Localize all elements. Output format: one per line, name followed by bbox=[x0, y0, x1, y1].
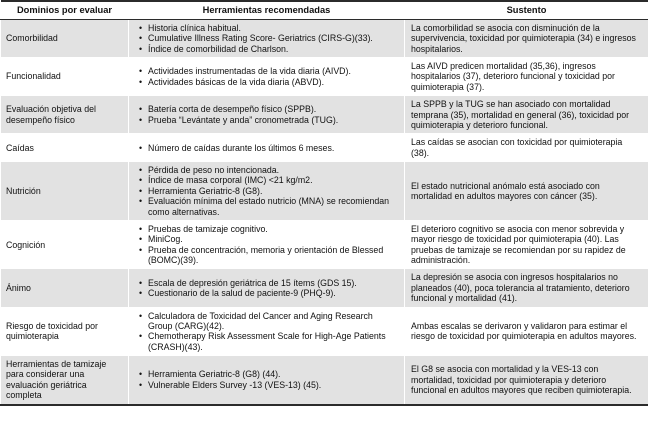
tools-list bbox=[135, 23, 398, 54]
table-body bbox=[1, 19, 648, 404]
support-cell: La depresión se asocia con ingresos hospitalarios no planeados (40), poca tolerancia al tratamiento, deterioro funcional y mortalidad (41). bbox=[405, 269, 648, 307]
table-row bbox=[1, 19, 648, 57]
table-row bbox=[1, 220, 648, 269]
tools-list bbox=[135, 278, 398, 299]
table-row bbox=[1, 269, 648, 307]
tools-cell bbox=[129, 19, 405, 57]
tool-item: • Índice de comorbilidad de Charlson. bbox=[148, 44, 398, 54]
tools-cell bbox=[129, 356, 405, 405]
header-domains: Dominios por evaluar bbox=[1, 1, 129, 19]
domain-cell: Evaluación objetiva del desempeño físico bbox=[1, 96, 129, 134]
tools-list bbox=[135, 104, 398, 125]
tool-item: • Herramienta Geriatric-8 (G8). bbox=[148, 186, 398, 196]
table-header-row bbox=[1, 1, 648, 19]
tools-cell bbox=[129, 58, 405, 96]
tool-item: • Prueba de concentración, memoria y orientación de Blessed (BOMC)(39). bbox=[148, 245, 398, 266]
table-row bbox=[1, 96, 648, 134]
domain-cell: Comorbilidad bbox=[1, 19, 129, 57]
support-cell: El estado nutricional anómalo está asociado con mortalidad en adultos mayores con cáncer (35). bbox=[405, 162, 648, 221]
tools-list bbox=[135, 165, 398, 217]
tools-list bbox=[135, 311, 398, 353]
support-cell: Las caídas se asocian con toxicidad por quimioterapia (38). bbox=[405, 134, 648, 162]
tools-cell bbox=[129, 220, 405, 269]
tools-list bbox=[135, 143, 398, 153]
header-support: Sustento bbox=[405, 1, 648, 19]
tool-item: • Actividades básicas de la vida diaria (ABVD). bbox=[148, 77, 398, 87]
tool-item: • Cumulative Illness Rating Score- Geriatrics (CIRS-G)(33). bbox=[148, 33, 398, 43]
tool-item: • MiniCog. bbox=[148, 234, 398, 244]
support-cell: El G8 se asocia con mortalidad y la VES-13 con mortalidad, toxicidad por quimioterapia y deterioro funcional en adultos mayores que reciben quimioterapia. bbox=[405, 356, 648, 405]
table-row bbox=[1, 58, 648, 96]
header-recommended-tools: Herramientas recomendadas bbox=[129, 1, 405, 19]
tool-item: • Historia clínica habitual. bbox=[148, 23, 398, 33]
support-cell: La SPPB y la TUG se han asociado con mortalidad temprana (35), mortalidad en general (36), toxicidad por quimioterapia y deterioro funcional. bbox=[405, 96, 648, 134]
table-row bbox=[1, 307, 648, 356]
tool-item: • Actividades instrumentadas de la vida diaria (AIVD). bbox=[148, 66, 398, 76]
tools-list bbox=[135, 66, 398, 87]
tool-item: • Chemotherapy Risk Assessment Scale for High-Age Patients (CRASH)(43). bbox=[148, 331, 398, 352]
tool-item: • Herramienta Geriatric-8 (G8) (44). bbox=[148, 369, 398, 379]
tool-item: • Vulnerable Elders Survey -13 (VES-13) (45). bbox=[148, 380, 398, 390]
domain-cell: Riesgo de toxicidad por quimioterapia bbox=[1, 307, 129, 356]
support-cell: El deterioro cognitivo se asocia con menor sobrevida y mayor riesgo de toxicidad por quimioterapia (40). Las pruebas de tamizaje se recomiendan por su rapidez de administración. bbox=[405, 220, 648, 269]
domain-cell: Cognición bbox=[1, 220, 129, 269]
tools-list bbox=[135, 224, 398, 266]
tool-item: • Batería corta de desempeño físico (SPPB). bbox=[148, 104, 398, 114]
table-row bbox=[1, 134, 648, 162]
tool-item: • Evaluación mínima del estado nutricio (MNA) se recomiendan como alternativas. bbox=[148, 196, 398, 217]
tool-item: • Pérdida de peso no intencionada. bbox=[148, 165, 398, 175]
table-row bbox=[1, 356, 648, 405]
tools-cell bbox=[129, 96, 405, 134]
tool-item: • Número de caídas durante los últimos 6 meses. bbox=[148, 143, 398, 153]
domain-cell: Herramientas de tamizaje para considerar una evaluación geriátrica completa bbox=[1, 356, 129, 405]
tool-item: • Pruebas de tamizaje cognitivo. bbox=[148, 224, 398, 234]
tool-item: • Escala de depresión geriátrica de 15 ítems (GDS 15). bbox=[148, 278, 398, 288]
domain-cell: Ánimo bbox=[1, 269, 129, 307]
tool-item: • Prueba “Levántate y anda” cronometrada (TUG). bbox=[148, 115, 398, 125]
tools-cell bbox=[129, 307, 405, 356]
domain-cell: Nutrición bbox=[1, 162, 129, 221]
tools-list bbox=[135, 369, 398, 390]
tool-item: • Índice de masa corporal (IMC) <21 kg/m2. bbox=[148, 175, 398, 185]
domain-cell: Caídas bbox=[1, 134, 129, 162]
tools-cell bbox=[129, 162, 405, 221]
table-row bbox=[1, 162, 648, 221]
domain-cell: Funcionalidad bbox=[1, 58, 129, 96]
support-cell: La comorbilidad se asocia con disminución de la supervivencia, toxicidad por quimioterapia (34) e ingresos hospitalarios. bbox=[405, 19, 648, 57]
tools-cell bbox=[129, 134, 405, 162]
support-cell: Ambas escalas se derivaron y validaron para estimar el riesgo de toxicidad por quimioterapia en adultos mayores. bbox=[405, 307, 648, 356]
tool-item: • Cuestionario de la salud de paciente-9 (PHQ-9). bbox=[148, 288, 398, 298]
tool-item: • Calculadora de Toxicidad del Cancer and Aging Research Group (CARG)(42). bbox=[148, 311, 398, 332]
tools-cell bbox=[129, 269, 405, 307]
support-cell: Las AIVD predicen mortalidad (35,36), ingresos hospitalarios (37), deterioro funcional y toxicidad por quimioterapia (37). bbox=[405, 58, 648, 96]
